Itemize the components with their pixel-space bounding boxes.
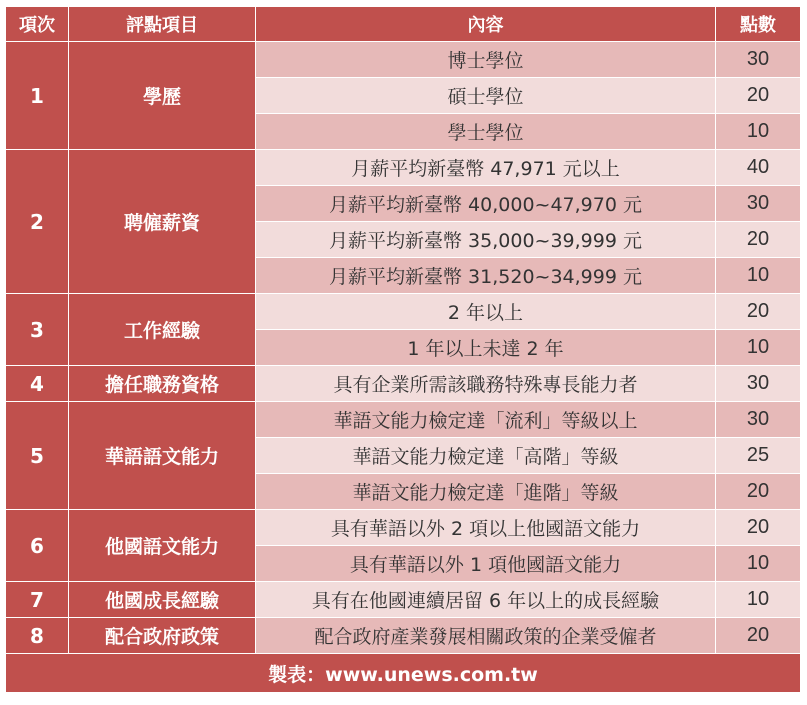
item-number: 7 xyxy=(6,582,69,618)
content-cell: 博士學位 xyxy=(256,42,716,78)
content-cell: 華語文能力檢定達「流利」等級以上 xyxy=(256,402,716,438)
table-row xyxy=(6,366,801,402)
table-row xyxy=(6,618,801,654)
content-cell: 月薪平均新臺幣 35,000~39,999 元 xyxy=(256,222,716,258)
content-cell: 具有華語以外 2 項以上他國語文能力 xyxy=(256,510,716,546)
category-cell: 華語語文能力 xyxy=(69,402,256,510)
header-points: 點數 xyxy=(716,7,801,42)
source-credit: 製表：www.unews.com.tw xyxy=(6,654,801,693)
points-cell: 40 xyxy=(716,150,801,186)
category-cell: 學歷 xyxy=(69,42,256,150)
points-cell: 30 xyxy=(716,186,801,222)
item-number: 3 xyxy=(6,294,69,366)
content-cell: 碩士學位 xyxy=(256,78,716,114)
points-cell: 20 xyxy=(716,222,801,258)
table-row xyxy=(6,582,801,618)
points-table-container xyxy=(5,6,800,693)
header-content: 內容 xyxy=(256,7,716,42)
content-cell: 月薪平均新臺幣 47,971 元以上 xyxy=(256,150,716,186)
points-cell: 20 xyxy=(716,294,801,330)
content-cell: 1 年以上未達 2 年 xyxy=(256,330,716,366)
content-cell: 具有在他國連續居留 6 年以上的成長經驗 xyxy=(256,582,716,618)
content-cell: 具有華語以外 1 項他國語文能力 xyxy=(256,546,716,582)
footer-row xyxy=(6,654,801,693)
item-number: 4 xyxy=(6,366,69,402)
item-number: 5 xyxy=(6,402,69,510)
category-cell: 擔任職務資格 xyxy=(69,366,256,402)
content-cell: 配合政府產業發展相關政策的企業受僱者 xyxy=(256,618,716,654)
table-body xyxy=(6,42,801,654)
points-cell: 20 xyxy=(716,510,801,546)
table-row xyxy=(6,42,801,78)
points-cell: 30 xyxy=(716,402,801,438)
points-cell: 25 xyxy=(716,438,801,474)
content-cell: 學士學位 xyxy=(256,114,716,150)
points-table xyxy=(5,6,801,693)
category-cell: 工作經驗 xyxy=(69,294,256,366)
points-cell: 10 xyxy=(716,114,801,150)
header-category: 評點項目 xyxy=(69,7,256,42)
item-number: 1 xyxy=(6,42,69,150)
content-cell: 2 年以上 xyxy=(256,294,716,330)
points-cell: 30 xyxy=(716,366,801,402)
content-cell: 月薪平均新臺幣 31,520~34,999 元 xyxy=(256,258,716,294)
points-cell: 10 xyxy=(716,258,801,294)
category-cell: 聘僱薪資 xyxy=(69,150,256,294)
item-number: 8 xyxy=(6,618,69,654)
item-number: 6 xyxy=(6,510,69,582)
table-row xyxy=(6,294,801,330)
points-cell: 20 xyxy=(716,474,801,510)
points-cell: 10 xyxy=(716,582,801,618)
header-row xyxy=(6,7,801,42)
table-row xyxy=(6,150,801,186)
category-cell: 他國語文能力 xyxy=(69,510,256,582)
points-cell: 10 xyxy=(716,546,801,582)
content-cell: 華語文能力檢定達「進階」等級 xyxy=(256,474,716,510)
content-cell: 具有企業所需該職務特殊專長能力者 xyxy=(256,366,716,402)
content-cell: 月薪平均新臺幣 40,000~47,970 元 xyxy=(256,186,716,222)
table-row xyxy=(6,402,801,438)
points-cell: 20 xyxy=(716,78,801,114)
content-cell: 華語文能力檢定達「高階」等級 xyxy=(256,438,716,474)
points-cell: 20 xyxy=(716,618,801,654)
header-item: 項次 xyxy=(6,7,69,42)
category-cell: 配合政府政策 xyxy=(69,618,256,654)
item-number: 2 xyxy=(6,150,69,294)
points-cell: 10 xyxy=(716,330,801,366)
category-cell: 他國成長經驗 xyxy=(69,582,256,618)
points-cell: 30 xyxy=(716,42,801,78)
table-row xyxy=(6,510,801,546)
